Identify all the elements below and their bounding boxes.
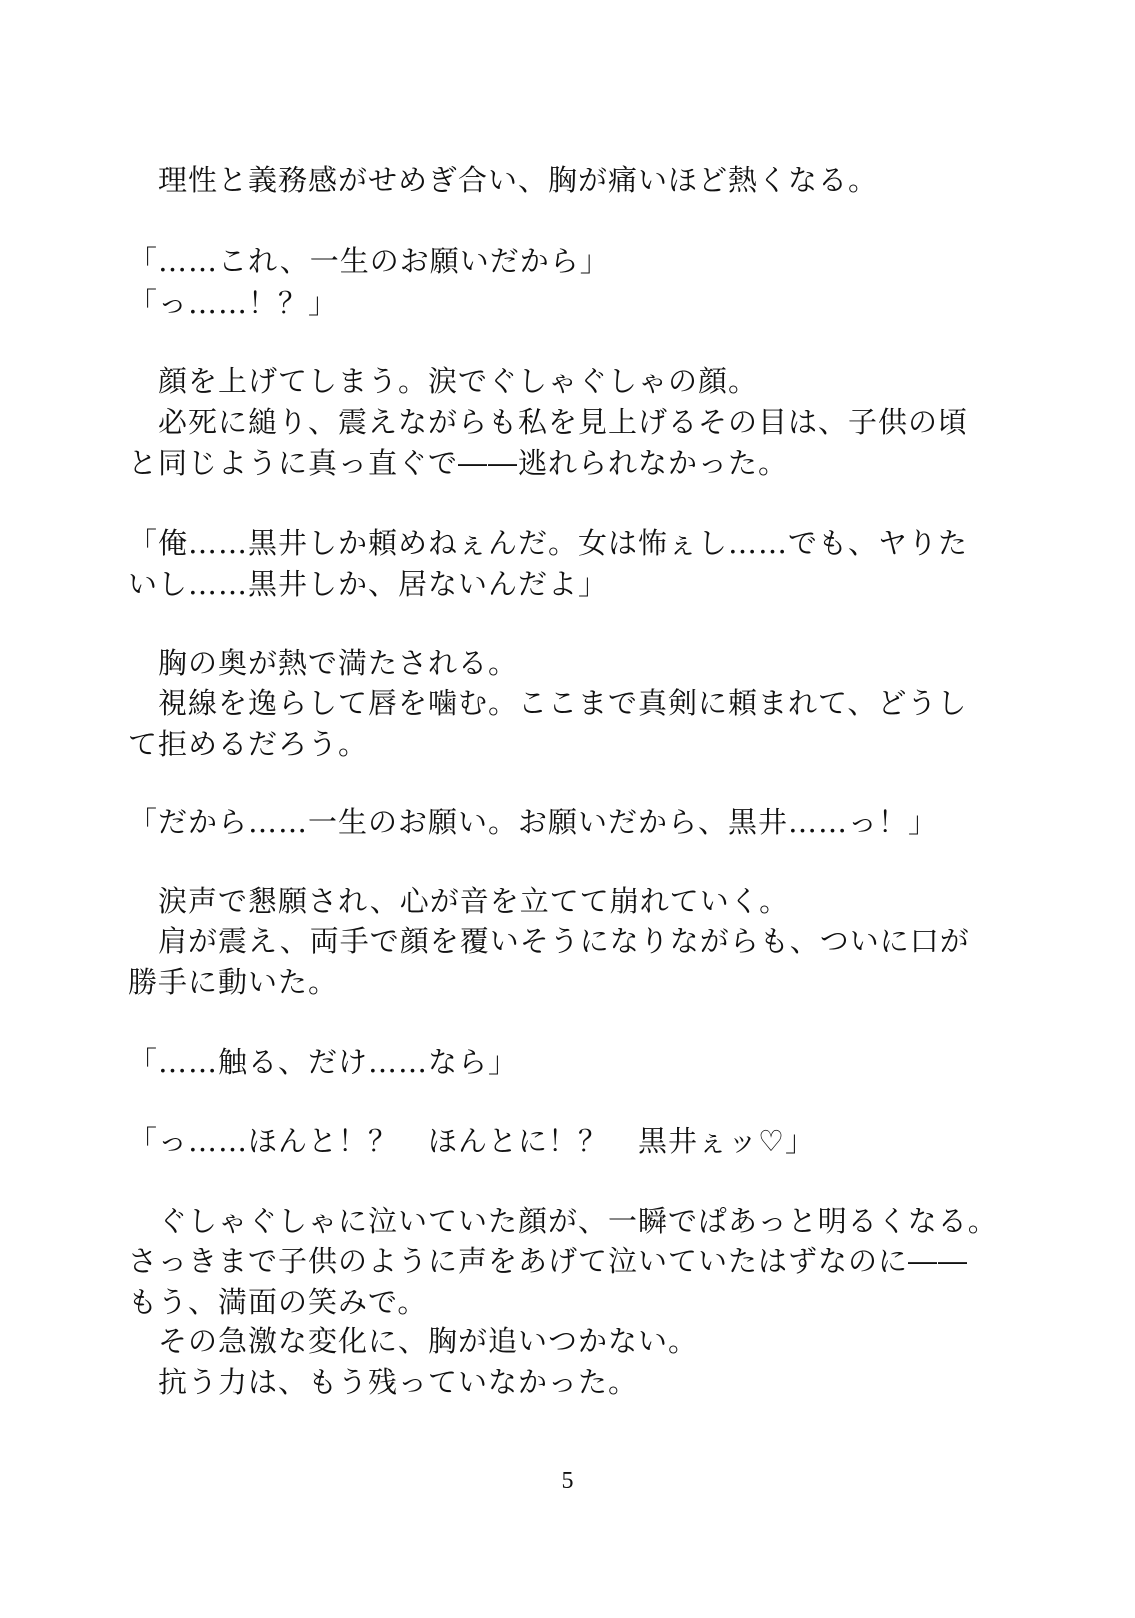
text-line: 必死に縋り、震えながらも私を見上げるその目は、子供の頃 — [128, 405, 969, 439]
text-line: ぐしゃぐしゃに泣いていた顔が、一瞬でぱあっと明るくなる。 — [128, 1204, 998, 1238]
text-line: さっきまで子供のように声をあげて泣いていたはずなのに―― — [128, 1244, 969, 1278]
dialogue-line: 「……これ、一生のお願いだから」 — [128, 244, 610, 278]
dialogue-line: いし……黒井しか、居ないんだよ」 — [128, 567, 609, 601]
text-line: 涙声で懇願され、心が音を立てて崩れていく。 — [128, 884, 790, 918]
dialogue-line: 「っ……ほんと！？ ほんとに！？ 黒井ぇッ♡」 — [128, 1124, 815, 1158]
dialogue-line: 「俺……黒井しか頼めねぇんだ。女は怖ぇし……でも、ヤりた — [128, 526, 969, 560]
dialogue-line: 「だから……一生のお願い。お願いだから、黒井……っ！」 — [128, 805, 939, 839]
text-line: 顔を上げてしまう。涙でぐしゃぐしゃの顔。 — [128, 364, 759, 398]
text-line: 抗う力は、もう残っていなかった。 — [128, 1365, 639, 1399]
dialogue-line: 「っ……！？」 — [128, 286, 339, 320]
text-line: 勝手に動いた。 — [128, 965, 339, 999]
text-line: て拒めるだろう。 — [128, 727, 369, 761]
text-line: 視線を逸らして唇を噛む。ここまで真剣に頼まれて、どうし — [128, 686, 968, 720]
text-line: もう、満面の笑みで。 — [128, 1285, 428, 1319]
dialogue-line: 「……触る、だけ……なら」 — [128, 1045, 519, 1079]
text-line: と同じように真っ直ぐで――逃れられなかった。 — [128, 446, 789, 480]
text-line: その急激な変化に、胸が追いつかない。 — [128, 1324, 699, 1358]
text-line: 理性と義務感がせめぎ合い、胸が痛いほど熱くなる。 — [128, 163, 879, 197]
text-line: 胸の奥が熱で満たされる。 — [128, 646, 519, 680]
text-line: 肩が震え、両手で顔を覆いそうになりながらも、ついに口が — [128, 924, 970, 958]
page-number: 5 — [561, 1468, 574, 1494]
